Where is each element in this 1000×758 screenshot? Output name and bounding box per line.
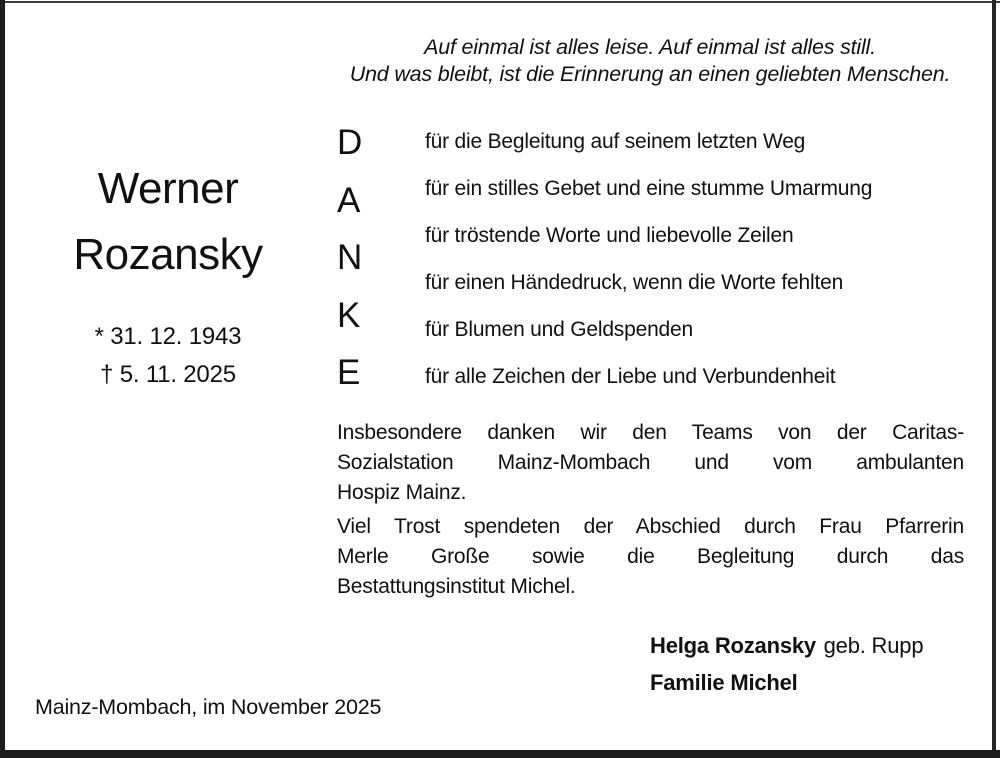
thanks-paragraph-abschied — [337, 512, 964, 602]
epigraph-line-1: Auf einmal ist alles leise. Auf einmal ist alles still. — [424, 35, 876, 59]
paragraph-line: Viel Trost spendeten der Abschied durch Frau Pfarrerin — [337, 515, 964, 538]
danke-acrostic — [337, 123, 425, 393]
newspaper-rule-left — [0, 0, 5, 758]
signature-widow — [650, 627, 923, 664]
danke-thanks-list — [425, 118, 964, 400]
widow-maiden-name: geb. Rupp — [823, 633, 924, 658]
deceased-first-name: Werner — [97, 164, 239, 213]
newspaper-rule-right — [992, 0, 996, 758]
danke-letter: N — [337, 238, 362, 277]
danke-letter: E — [337, 353, 360, 392]
danke-line: für einen Händedruck, wenn die Worte fehlten — [425, 271, 844, 294]
deceased-name — [35, 156, 301, 288]
paragraph-line: Insbesondere danken wir den Teams von der Caritas- — [337, 421, 964, 444]
newspaper-rule-bottom — [0, 750, 1000, 758]
deceased-block — [35, 156, 301, 394]
paragraph-line: Sozialstation Mainz-Mombach und vom ambulanten — [337, 451, 964, 474]
paragraph-line: Hospiz Mainz. — [337, 481, 467, 504]
place-date-line: Mainz-Mombach, im November 2025 — [35, 695, 382, 719]
danke-line: für ein stilles Gebet und eine stumme Umarmung — [425, 177, 873, 200]
death-date: † 5. 11. 2025 — [100, 361, 236, 388]
newspaper-rule-top — [0, 1, 1000, 3]
danke-letter: K — [337, 295, 360, 335]
danke-letter: A — [337, 180, 360, 220]
life-dates — [35, 318, 301, 394]
paragraph-line: Merle Große sowie die Begleitung durch das — [337, 545, 964, 568]
danke-line: für alle Zeichen der Liebe und Verbundenheit — [425, 365, 836, 388]
epigraph — [320, 34, 980, 88]
danke-block — [337, 118, 964, 400]
thanks-paragraph-caritas — [337, 418, 964, 508]
deceased-last-name: Rozansky — [73, 230, 263, 279]
epigraph-line-2: Und was bleibt, ist die Erinnerung an einen geliebten Menschen. — [349, 62, 951, 86]
birth-date: * 31. 12. 1943 — [94, 323, 242, 350]
paragraph-line: Bestattungsinstitut Michel. — [337, 575, 576, 598]
danke-line: für die Begleitung auf seinem letzten Weg — [425, 130, 806, 153]
danke-line: für tröstende Worte und liebevolle Zeilen — [425, 224, 794, 247]
signature-family: Familie Michel — [650, 670, 798, 695]
danke-line: für Blumen und Geldspenden — [425, 318, 693, 341]
signatures-block — [650, 627, 923, 701]
danke-letter: D — [337, 123, 362, 162]
widow-name: Helga Rozansky — [650, 633, 816, 658]
